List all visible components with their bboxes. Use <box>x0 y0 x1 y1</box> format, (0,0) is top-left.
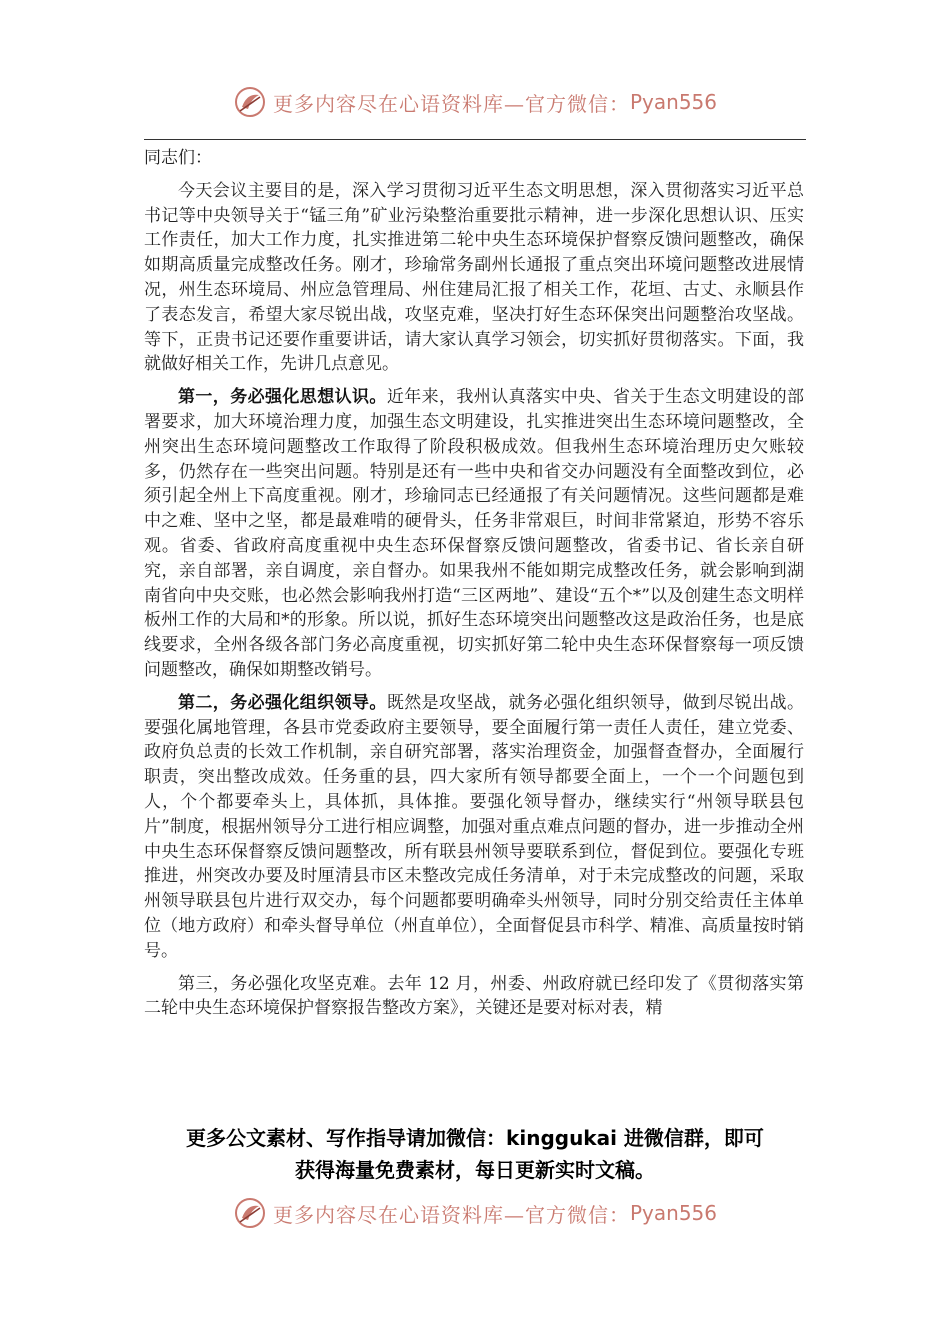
promo-line-1: 更多公文素材、写作指导请加微信：kinggukai 进微信群，即可 <box>186 1126 764 1150</box>
banner-text: 更多内容尽在心语资料库—官方微信： <box>272 91 630 116</box>
paragraph-second <box>144 691 804 964</box>
salutation: 同志们： <box>144 148 212 168</box>
paragraph-lead: 第二，务必强化组织领导。 <box>178 692 387 713</box>
header-rule <box>144 139 806 140</box>
banner-text: 更多内容尽在心语资料库—官方微信： <box>272 1202 630 1227</box>
paragraph-lead: 第一，务必强化思想认识。 <box>178 387 387 408</box>
paragraph-intro <box>144 179 804 377</box>
logo-icon <box>233 85 267 119</box>
banner-wechat-id: Pyan556 <box>629 1201 717 1225</box>
header-banner <box>0 82 950 122</box>
promo-line-2: 获得海量免费素材，每日更新实时文稿。 <box>295 1158 655 1182</box>
paragraph-text: 今天会议主要目的是，深入学习贯彻习近平生态文明思想，深入贯彻落实习近平总书记等中央领导关于“锰三角”矿业污染整治重要批示精神，进一步深化思想认识、压实工作责任，加大工作力度，扎实推进第二轮中央生态环境保护督察反馈问题整改，确保如期高质量完成整改任务。刚才，珍瑜常务副州长通报了重点突出环境问题整改进展情况，州生态环境局、州应急管理局、州住建局汇报了相关工作，花垣、古丈、永顺县作了表态发言，希望大家尽锐出战，攻坚克难，坚决打好生态环保突出问题整治攻坚战。等下，正贵书记还要作重要讲话，请大家认真学习领会，切实抓好贯彻落实。下面，我就做好相关工作，先讲几点意见。 <box>144 180 804 375</box>
paragraph-first <box>144 385 804 683</box>
paragraph-text: 近年来，我州认真落实中央、省关于生态文明建设的部署要求，加大环境治理力度，加强生态文明建设，扎实推进突出生态环境问题整改，全州突出生态环境问题整改工作取得了阶段积极成效。但我州生态环境治理历史欠账较多，仍然存在一些突出问题。特别是还有一些中央和省交办问题没有全面整改到位，必须引起全州上下高度重视。刚才，珍瑜同志已经通报了有关问题情况。这些问题都是难中之难、坚中之坚，都是最难啃的硬骨头，任务非常艰巨，时间非常紧迫，形势不容乐观。省委、省政府高度重视中央生态环保督察反馈问题整改，省委书记、省长亲自研究，亲自部署，亲自调度，亲自督办。如果我州不能如期完成整改任务，就会影响到湖南省向中央交账，也必然会影响我州打造“三区两地”、建设“五个*”以及创建生态文明样板州工作的大局和*的形象。所以说，抓好生态环境突出问题整改这是政治任务，也是底线要求，全州各级各部门务必高度重视，切实抓好第二轮中央生态环保督察每一项反馈问题整改，确保如期整改销号。 <box>144 387 805 680</box>
paragraph-third <box>144 972 804 1022</box>
footer-banner <box>0 1193 950 1233</box>
paragraph-text: 第三，务必强化攻坚克难。去年 12 月，州委、州政府就已经印发了《贯彻落实第二轮中央生态环境保护督察报告整改方案》，关键还是要对标对表，精 <box>144 973 804 1019</box>
paragraph-text: 既然是攻坚战，就务必强化组织领导，做到尽锐出战。要强化属地管理，各县市党委政府主要领导，要全面履行第一责任人责任，建立党委、政府负总责的长效工作机制，亲自研究部署，落实治理资金，加强督查督办，全面履行职责，突出整改成效。任务重的县，四大家所有领导都要全面上，一个一个问题包到人，个个都要牵头上，具体抓，具体推。要强化领导督办，继续实行“州领导联县包片”制度，根据州领导分工进行相应调整，加强对重点难点问题的督办，进一步推动全州中央生态环保督察反馈问题整改，所有联县州领导要联系到位，督促到位。要强化专班推进，州突改办要及时厘清县市区未整改完成任务清单，对于未完成整改的问题，采取州领导联县包片进行双交办，每个问题都要明确牵头州领导，同时分别交给责任主体单位（地方政府）和牵头督导单位（州直单位），全面督促县市科学、精准、高质量按时销号。 <box>144 692 805 961</box>
document-body <box>144 146 804 1029</box>
promo-notice <box>140 1122 810 1186</box>
logo-icon <box>233 1196 267 1230</box>
banner-wechat-id: Pyan556 <box>629 90 717 114</box>
